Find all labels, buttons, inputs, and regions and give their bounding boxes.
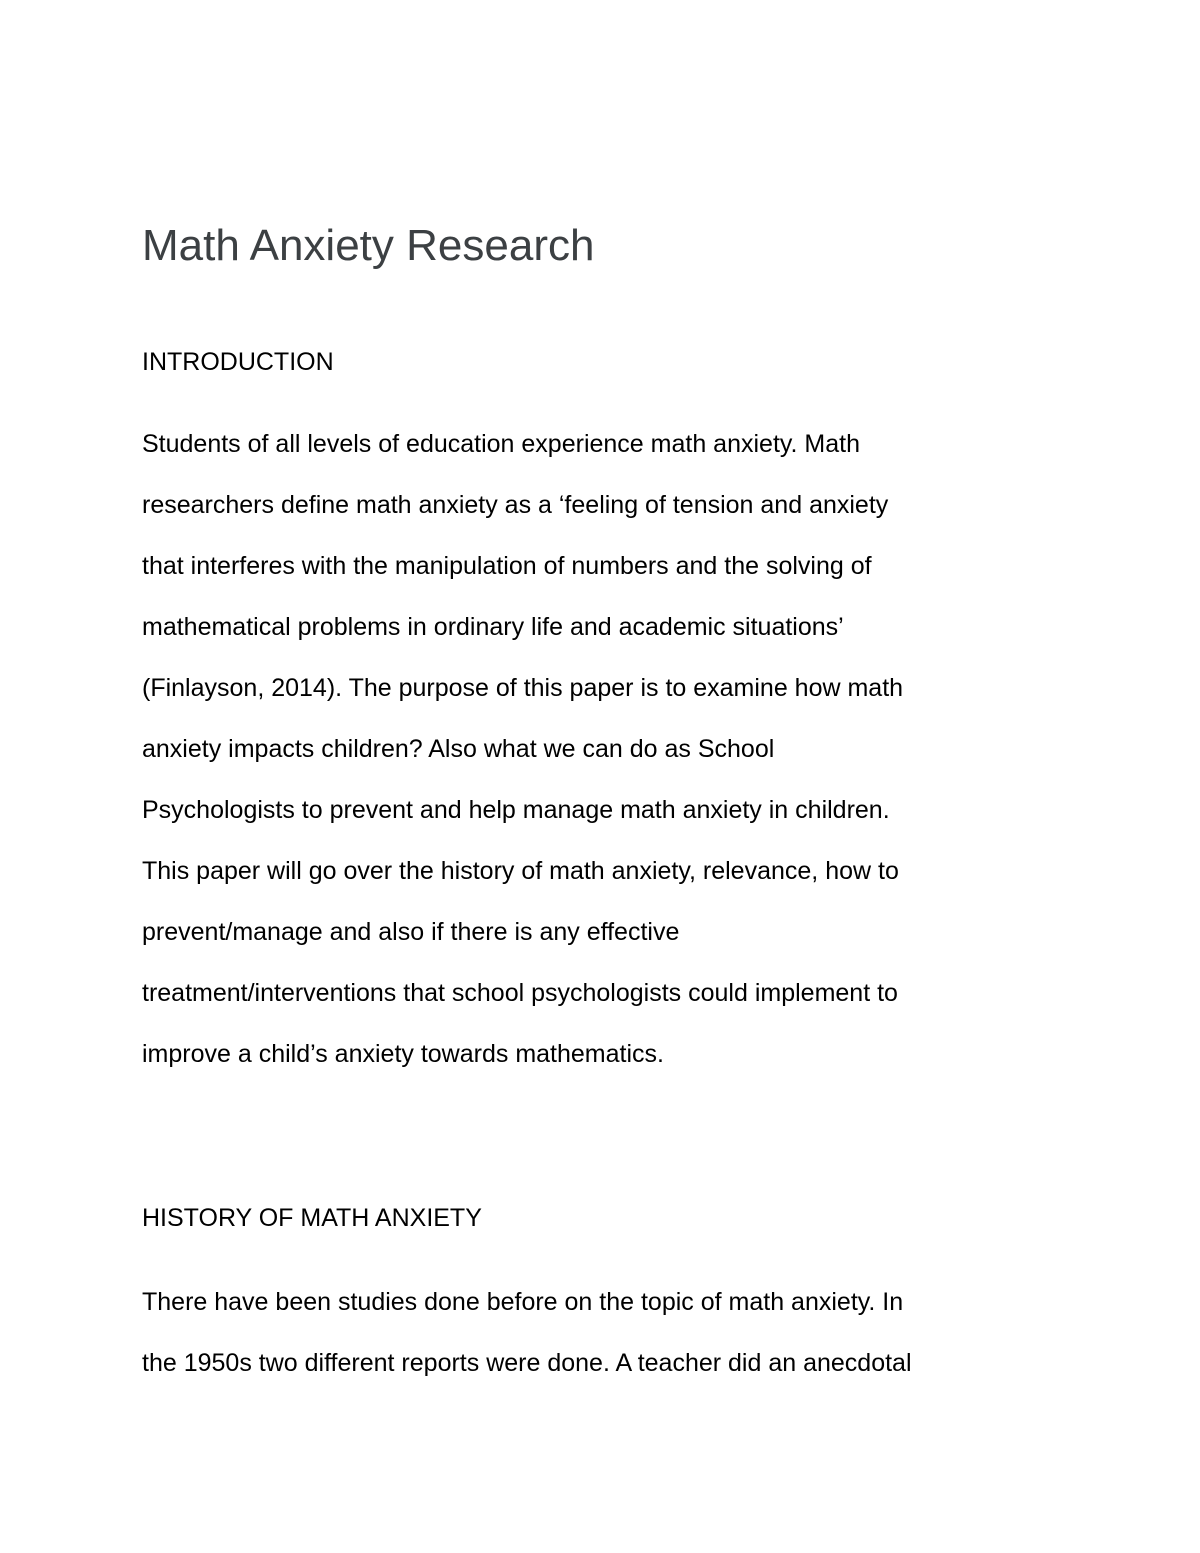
paragraph-line: There have been studies done before on the topic of math anxiety. In [142, 1288, 904, 1316]
paragraph-line: Psychologists to prevent and help manage math anxiety in children. [142, 796, 890, 824]
paragraph-line: that interferes with the manipulation of numbers and the solving of [142, 552, 872, 580]
paragraph-line: researchers define math anxiety as a ‘feeling of tension and anxiety [142, 491, 889, 519]
paragraph-line: the 1950s two different reports were done. A teacher did an anecdotal [142, 1349, 912, 1377]
paragraph-line: anxiety impacts children? Also what we can do as School [142, 735, 775, 763]
paragraph-line: Students of all levels of education experience math anxiety. Math [142, 430, 861, 458]
paragraph-line: This paper will go over the history of math anxiety, relevance, how to [142, 857, 899, 885]
history-paragraph [142, 1285, 1142, 1407]
section-heading-history: HISTORY OF MATH ANXIETY [142, 1204, 482, 1232]
introduction-paragraph [142, 427, 1142, 1098]
paragraph-line: (Finlayson, 2014). The purpose of this paper is to examine how math [142, 674, 904, 702]
paragraph-line: treatment/interventions that school psychologists could implement to [142, 979, 898, 1007]
document-title: Math Anxiety Research [142, 221, 595, 270]
paragraph-line: prevent/manage and also if there is any effective [142, 918, 680, 946]
section-heading-introduction: INTRODUCTION [142, 348, 334, 376]
paragraph-line: mathematical problems in ordinary life and academic situations’ [142, 613, 844, 641]
paragraph-line: improve a child’s anxiety towards mathematics. [142, 1040, 664, 1068]
